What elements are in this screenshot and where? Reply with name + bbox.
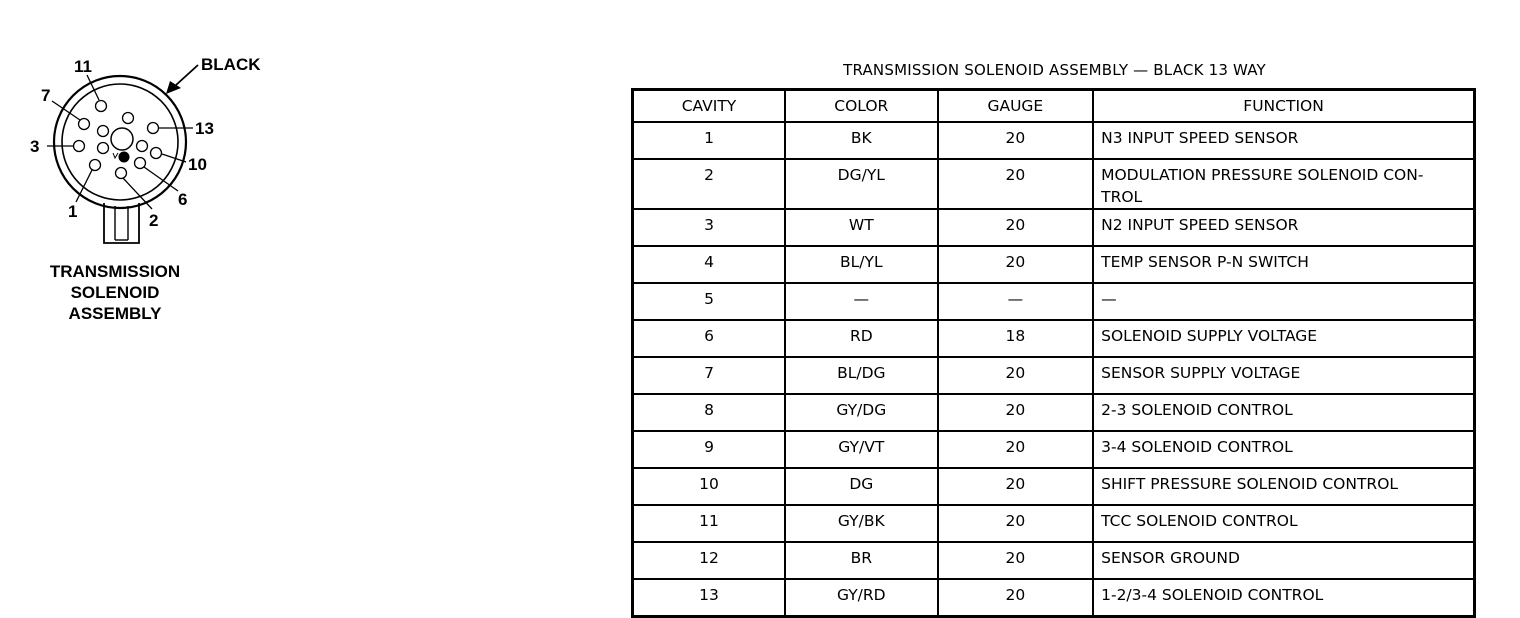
pin-label-3: 3 <box>30 137 40 156</box>
color-cell: BL/YL <box>785 246 938 283</box>
cavity-8 <box>98 126 109 137</box>
table-row <box>633 505 1475 542</box>
table-row <box>633 320 1475 357</box>
header-function: FUNCTION <box>1093 90 1474 123</box>
color-cell: GY/BK <box>785 505 938 542</box>
gauge-cell: 20 <box>938 542 1094 579</box>
table-row <box>633 468 1475 505</box>
pin-label-10: 10 <box>188 155 207 174</box>
key-dot <box>119 152 130 163</box>
gauge-cell: 20 <box>938 505 1094 542</box>
color-cell: GY/VT <box>785 431 938 468</box>
table-row <box>633 246 1475 283</box>
cavity-cell: 13 <box>633 579 786 617</box>
cavity-2 <box>116 168 127 179</box>
gauge-cell: 18 <box>938 320 1094 357</box>
pinout-table <box>631 88 1476 618</box>
gauge-cell: 20 <box>938 468 1094 505</box>
gauge-cell: 20 <box>938 431 1094 468</box>
function-cell: 1-2/3-4 SOLENOID CONTROL <box>1093 579 1474 617</box>
cavity-9 <box>137 141 148 152</box>
connector-caption-line-3: ASSEMBLY <box>68 304 162 323</box>
cavity-cell: 9 <box>633 431 786 468</box>
table-row <box>633 431 1475 468</box>
color-cell: BL/DG <box>785 357 938 394</box>
pin-label-13: 13 <box>195 119 214 138</box>
function-cell: SOLENOID SUPPLY VOLTAGE <box>1093 320 1474 357</box>
cavity-4 <box>98 143 109 154</box>
function-cell: 2-3 SOLENOID CONTROL <box>1093 394 1474 431</box>
cavity-13 <box>148 123 159 134</box>
header-gauge: GAUGE <box>938 90 1094 123</box>
cavity-10 <box>151 148 162 159</box>
function-cell: MODULATION PRESSURE SOLENOID CON-TROL <box>1093 159 1474 209</box>
table-row <box>633 159 1475 209</box>
function-cell: N2 INPUT SPEED SENSOR <box>1093 209 1474 246</box>
function-cell: SENSOR SUPPLY VOLTAGE <box>1093 357 1474 394</box>
gauge-cell: 20 <box>938 159 1094 209</box>
cavity-3 <box>74 141 85 152</box>
cavity-5 <box>90 160 101 171</box>
color-cell: GY/DG <box>785 394 938 431</box>
cavity-cell: 11 <box>633 505 786 542</box>
gauge-cell: — <box>938 283 1094 320</box>
cavity-cell: 8 <box>633 394 786 431</box>
gauge-cell: 20 <box>938 579 1094 617</box>
black-arrow-leader <box>176 65 198 85</box>
cavity-6 <box>135 158 146 169</box>
table-body <box>633 122 1475 617</box>
cavity-cell: 3 <box>633 209 786 246</box>
black-label: BLACK <box>201 55 261 74</box>
cavity-12 <box>123 113 134 124</box>
cavity-cell: 10 <box>633 468 786 505</box>
function-cell: N3 INPUT SPEED SENSOR <box>1093 122 1474 159</box>
table-row <box>633 542 1475 579</box>
function-cell: TCC SOLENOID CONTROL <box>1093 505 1474 542</box>
function-cell: — <box>1093 283 1474 320</box>
cavity-11 <box>96 101 107 112</box>
cavity-cell: 5 <box>633 283 786 320</box>
table-header-row <box>633 90 1475 123</box>
pin-label-11: 11 <box>74 57 92 76</box>
color-cell: BR <box>785 542 938 579</box>
color-cell: BK <box>785 122 938 159</box>
pin-label-6: 6 <box>178 190 188 209</box>
pin-label-7: 7 <box>41 86 51 105</box>
color-cell: — <box>785 283 938 320</box>
cavity-cell: 4 <box>633 246 786 283</box>
color-cell: DG/YL <box>785 159 938 209</box>
header-color: COLOR <box>785 90 938 123</box>
cavity-cell: 2 <box>633 159 786 209</box>
gauge-cell: 20 <box>938 122 1094 159</box>
gauge-cell: 20 <box>938 394 1094 431</box>
gauge-cell: 20 <box>938 357 1094 394</box>
table-row <box>633 122 1475 159</box>
color-cell: RD <box>785 320 938 357</box>
function-cell: TEMP SENSOR P-N SWITCH <box>1093 246 1474 283</box>
color-cell: WT <box>785 209 938 246</box>
cavity-cell: 7 <box>633 357 786 394</box>
cavity-cell: 1 <box>633 122 786 159</box>
connector-caption-line-2: SOLENOID <box>70 283 160 302</box>
function-cell: 3-4 SOLENOID CONTROL <box>1093 431 1474 468</box>
header-cavity: CAVITY <box>633 90 786 123</box>
pin-label-2: 2 <box>149 211 159 230</box>
table-row <box>633 357 1475 394</box>
function-cell: SHIFT PRESSURE SOLENOID CONTROL <box>1093 468 1474 505</box>
center-pin <box>111 128 133 150</box>
cavity-cell: 12 <box>633 542 786 579</box>
table-row <box>633 209 1475 246</box>
pin-label-1: 1 <box>68 202 78 221</box>
table-title: TRANSMISSION SOLENOID ASSEMBLY — BLACK 13 WAY <box>843 61 1266 79</box>
color-cell: GY/RD <box>785 579 938 617</box>
table-row <box>633 394 1475 431</box>
gauge-cell: 20 <box>938 209 1094 246</box>
color-cell: DG <box>785 468 938 505</box>
cavity-7 <box>79 119 90 130</box>
key-mark <box>113 153 118 158</box>
gauge-cell: 20 <box>938 246 1094 283</box>
function-cell: SENSOR GROUND <box>1093 542 1474 579</box>
table-row <box>633 283 1475 320</box>
cavity-cell: 6 <box>633 320 786 357</box>
connector-caption-line-1: TRANSMISSION <box>49 262 181 281</box>
